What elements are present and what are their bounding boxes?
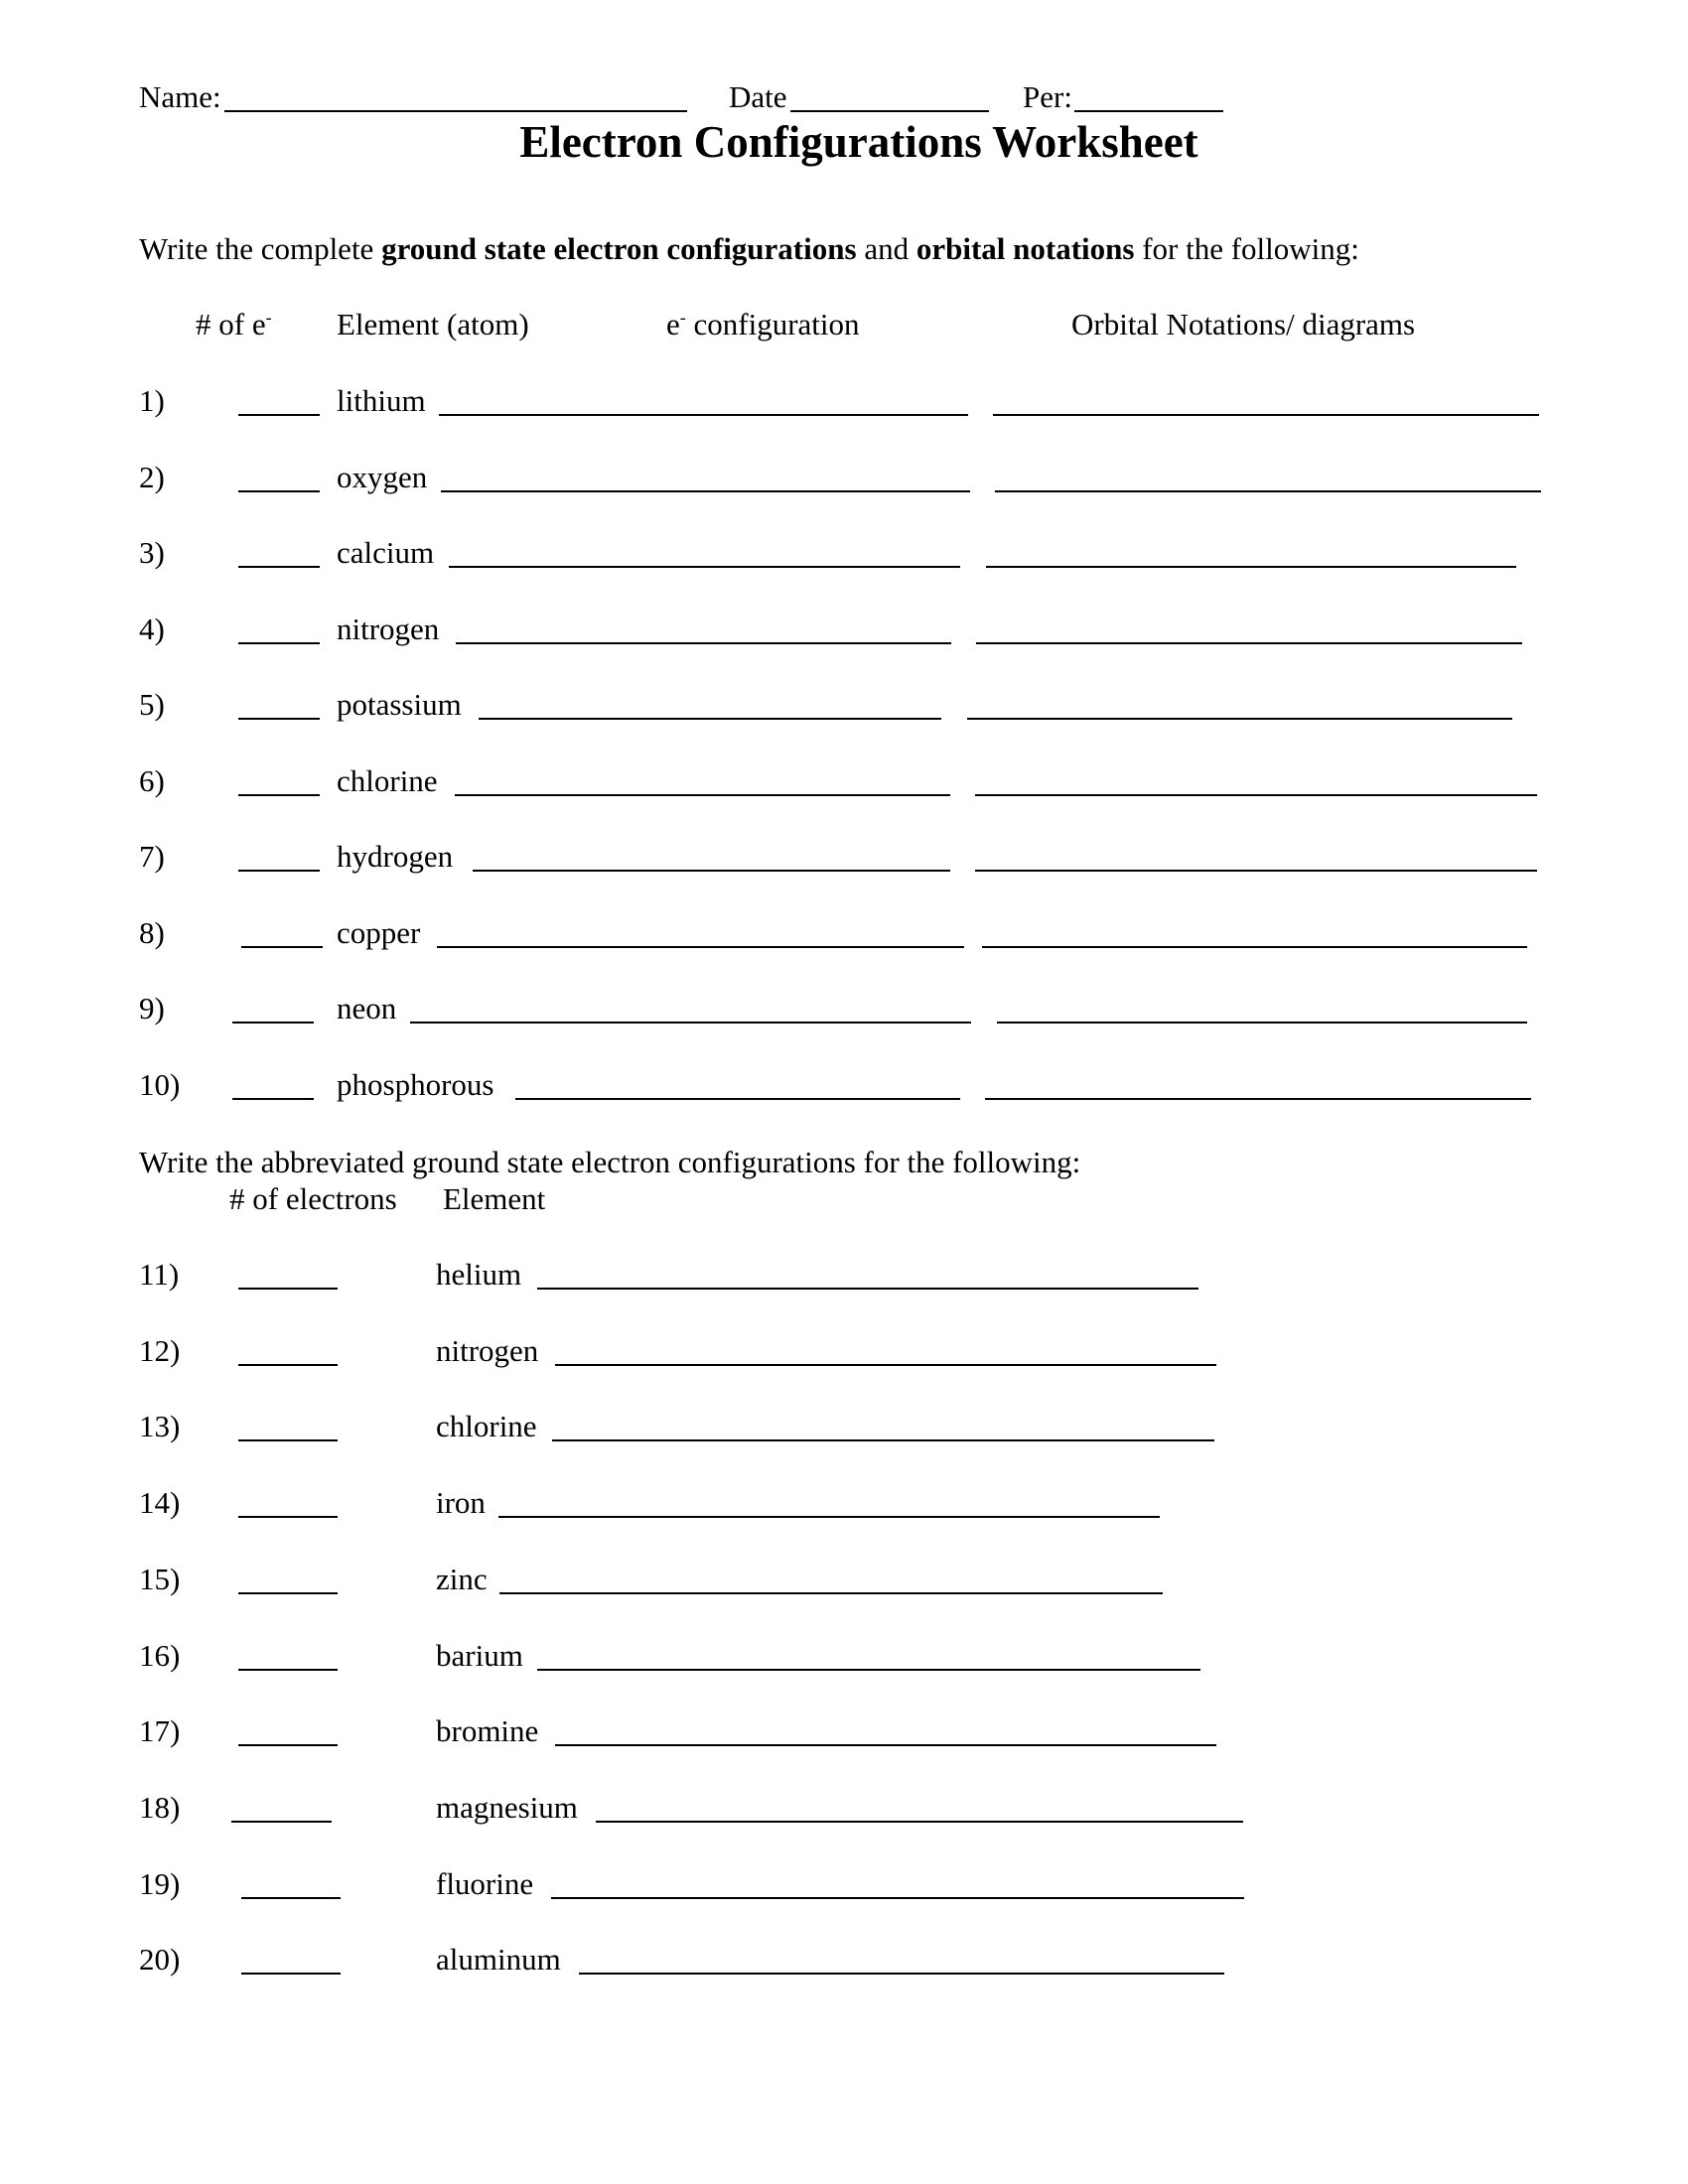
orbital-notation-answer-line[interactable] xyxy=(967,718,1512,720)
electron-count-blank[interactable] xyxy=(241,1973,341,1975)
question-number: 13) xyxy=(139,1409,181,1444)
abbreviated-configuration-answer-line[interactable] xyxy=(537,1288,1198,1290)
name-field[interactable] xyxy=(224,110,687,112)
orbital-notation-answer-line[interactable] xyxy=(975,794,1537,796)
electron-count-blank[interactable] xyxy=(238,642,320,644)
page-title: Electron Configurations Worksheet xyxy=(519,117,1198,167)
question-number: 10) xyxy=(139,1066,181,1102)
date-field[interactable] xyxy=(790,110,989,112)
element-name: potassium xyxy=(337,687,462,722)
question-number: 5) xyxy=(139,687,165,722)
part2-col-element: Element xyxy=(443,1181,546,1216)
element-name: hydrogen xyxy=(337,839,454,874)
element-name: chlorine xyxy=(436,1409,537,1444)
part2-col-electrons: # of electrons xyxy=(229,1181,397,1216)
electron-count-blank[interactable] xyxy=(238,794,320,796)
element-name: copper xyxy=(337,914,421,950)
electron-count-blank[interactable] xyxy=(238,1592,338,1594)
col-header-orbital: Orbital Notations/ diagrams xyxy=(1071,307,1416,341)
abbreviated-configuration-answer-line[interactable] xyxy=(537,1669,1200,1671)
element-name: helium xyxy=(436,1257,522,1292)
name-label: Name: xyxy=(139,79,221,114)
element-name: fluorine xyxy=(436,1865,534,1901)
electron-count-blank[interactable] xyxy=(238,1439,338,1441)
abbreviated-configuration-answer-line[interactable] xyxy=(579,1973,1224,1975)
element-name: oxygen xyxy=(337,459,428,494)
question-number: 16) xyxy=(139,1637,181,1673)
col-header-element: Element (atom) xyxy=(337,307,529,341)
element-name: chlorine xyxy=(337,762,438,798)
abbreviated-configuration-answer-line[interactable] xyxy=(555,1364,1216,1366)
electron-count-blank[interactable] xyxy=(238,718,320,720)
element-name: nitrogen xyxy=(436,1332,539,1368)
electron-count-blank[interactable] xyxy=(232,1098,314,1100)
electron-count-blank[interactable] xyxy=(238,870,320,872)
question-number: 11) xyxy=(139,1257,180,1292)
question-number: 19) xyxy=(139,1865,181,1901)
question-number: 14) xyxy=(139,1485,181,1521)
element-name: nitrogen xyxy=(337,611,440,646)
element-name: iron xyxy=(436,1485,486,1521)
electron-count-blank[interactable] xyxy=(241,946,323,948)
electron-count-blank[interactable] xyxy=(238,1516,338,1518)
orbital-notation-answer-line[interactable] xyxy=(982,946,1527,948)
question-number: 3) xyxy=(139,535,165,570)
configuration-answer-line[interactable] xyxy=(455,794,950,796)
question-number: 8) xyxy=(139,914,165,950)
orbital-notation-answer-line[interactable] xyxy=(997,1022,1527,1024)
abbreviated-configuration-answer-line[interactable] xyxy=(555,1744,1216,1746)
electron-count-blank[interactable] xyxy=(238,1669,338,1671)
element-name: barium xyxy=(436,1637,523,1673)
question-number: 6) xyxy=(139,762,165,798)
configuration-answer-line[interactable] xyxy=(437,946,964,948)
question-number: 17) xyxy=(139,1713,181,1749)
element-name: bromine xyxy=(436,1713,539,1749)
element-name: lithium xyxy=(337,383,426,418)
period-field[interactable] xyxy=(1074,110,1223,112)
orbital-notation-answer-line[interactable] xyxy=(976,642,1522,644)
orbital-notation-answer-line[interactable] xyxy=(995,490,1541,492)
orbital-notation-answer-line[interactable] xyxy=(986,566,1516,568)
question-number: 20) xyxy=(139,1942,181,1978)
electron-count-blank[interactable] xyxy=(238,490,320,492)
electron-count-blank[interactable] xyxy=(238,1364,338,1366)
abbreviated-configuration-answer-line[interactable] xyxy=(596,1821,1243,1823)
electron-count-blank[interactable] xyxy=(238,414,320,416)
abbreviated-configuration-answer-line[interactable] xyxy=(551,1897,1244,1899)
question-number: 1) xyxy=(139,383,165,418)
date-label: Date xyxy=(729,79,787,114)
abbreviated-configuration-answer-line[interactable] xyxy=(499,1592,1163,1594)
col-header-electrons: # of e- xyxy=(196,307,272,341)
question-number: 4) xyxy=(139,611,165,646)
question-number: 2) xyxy=(139,459,165,494)
period-label: Per: xyxy=(1023,79,1072,114)
configuration-answer-line[interactable] xyxy=(439,414,968,416)
part2-instruction: Write the abbreviated ground state electron configurations for the following: xyxy=(139,1145,1081,1179)
abbreviated-configuration-answer-line[interactable] xyxy=(498,1516,1160,1518)
element-name: neon xyxy=(337,991,397,1025)
question-number: 9) xyxy=(139,991,165,1025)
configuration-answer-line[interactable] xyxy=(449,566,960,568)
orbital-notation-answer-line[interactable] xyxy=(993,414,1539,416)
configuration-answer-line[interactable] xyxy=(515,1098,960,1100)
configuration-answer-line[interactable] xyxy=(441,490,970,492)
electron-count-blank[interactable] xyxy=(238,1744,338,1746)
electron-count-blank[interactable] xyxy=(231,1821,332,1823)
abbreviated-configuration-answer-line[interactable] xyxy=(552,1439,1214,1441)
orbital-notation-answer-line[interactable] xyxy=(985,1098,1531,1100)
orbital-notation-answer-line[interactable] xyxy=(975,870,1537,872)
element-name: magnesium xyxy=(436,1789,578,1825)
part1-instruction: Write the complete ground state electron configurations and orbital notations for the following: xyxy=(139,231,1359,266)
electron-count-blank[interactable] xyxy=(241,1897,341,1899)
question-number: 12) xyxy=(139,1332,181,1368)
electron-count-blank[interactable] xyxy=(238,1288,338,1290)
element-name: zinc xyxy=(436,1561,488,1596)
configuration-answer-line[interactable] xyxy=(410,1022,971,1024)
electron-count-blank[interactable] xyxy=(232,1022,314,1024)
element-name: calcium xyxy=(337,535,435,570)
configuration-answer-line[interactable] xyxy=(473,870,950,872)
question-number: 15) xyxy=(139,1561,181,1596)
question-number: 18) xyxy=(139,1789,181,1825)
question-number: 7) xyxy=(139,839,165,874)
element-name: aluminum xyxy=(436,1942,561,1978)
configuration-answer-line[interactable] xyxy=(479,718,941,720)
electron-count-blank[interactable] xyxy=(238,566,320,568)
element-name: phosphorous xyxy=(337,1066,494,1102)
configuration-answer-line[interactable] xyxy=(456,642,951,644)
col-header-configuration: e- configuration xyxy=(666,307,860,341)
